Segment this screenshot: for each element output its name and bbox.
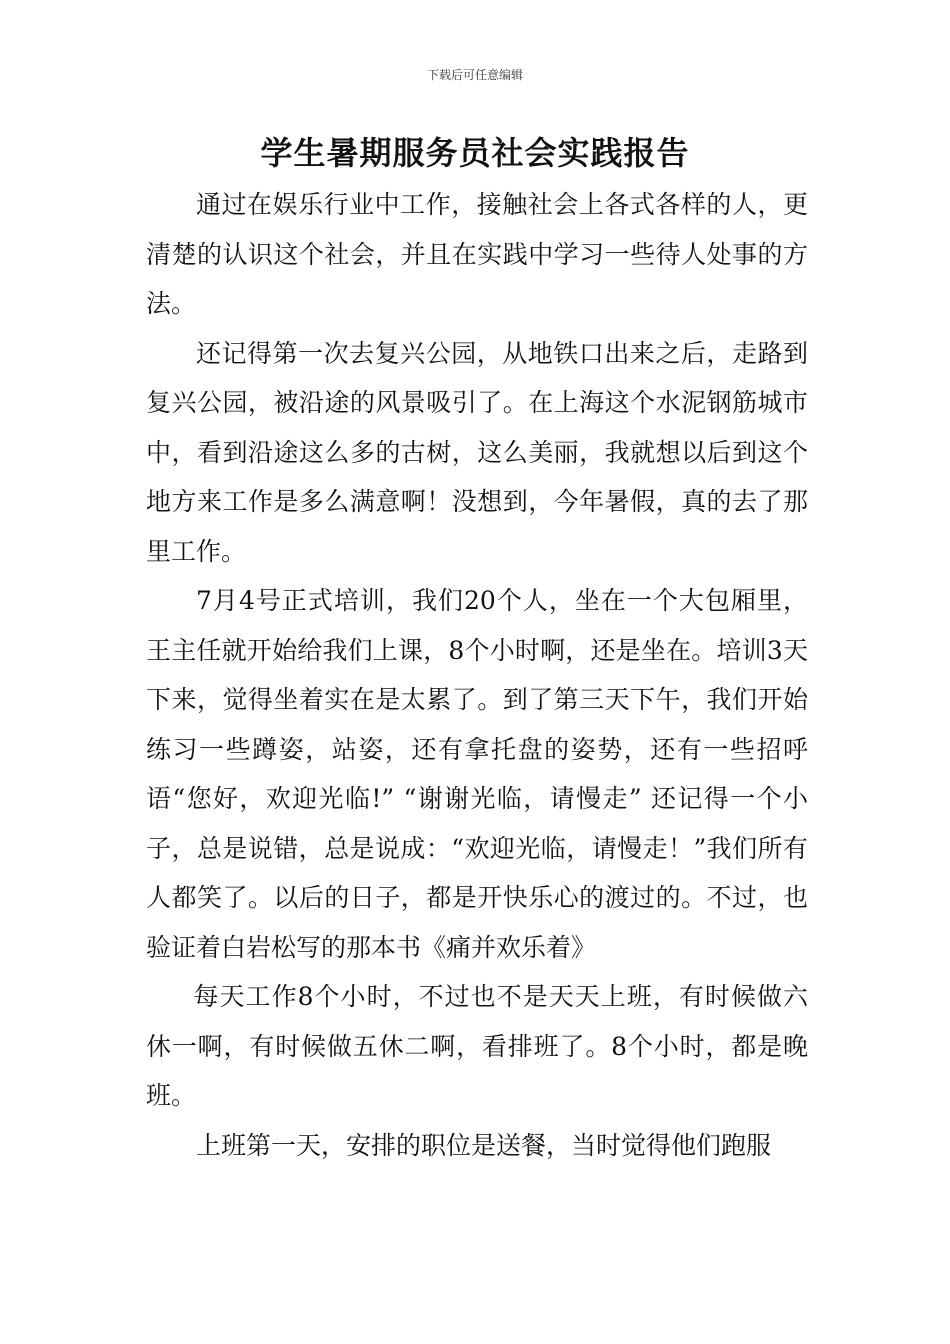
header-note: 下载后可任意编辑 — [426, 68, 523, 82]
document-title: 学生暑期服务员社会实践报告 — [260, 134, 690, 172]
paragraph-1: 通过在娱乐行业中工作，接触社会上各式各样的人，更清楚的认识这个社会，并且在实践中学习一些待人处事的方法。 — [146, 190, 808, 318]
paragraph-3: 7月4号正式培训，我们20个人，坐在一个大包厢里，王主任就开始给我们上课，8个小时啊，还是坐在。培训3天下来，觉得坐着实在是太累了。到了第三天下午，我们开始练习一些蹲姿，站姿，还有拿托盘的姿势，还有一些招呼语“您好，欢迎光临!” “谢谢光临，请慢走” 还记得一个小子，总是说错，总是说成：“欢迎光临，请慢走！”我们所有人都笑了。以后的日子，都是开快乐心的渡过的。不过，也验证着白岩松写的那本书《痛并欢乐着》 — [146, 586, 808, 962]
paragraph-2: 还记得第一次去复兴公园，从地铁口出来之后，走路到复兴公园，被沿途的风景吸引了。在上海这个水泥钢筋城市中，看到沿途这么多的古树，这么美丽，我就想以后到这个地方来工作是多么满意啊！没想到，今年暑假，真的去了那里工作。 — [146, 338, 808, 566]
document-body — [146, 180, 808, 1170]
paragraph-5: 上班第一天，安排的职位是送餐，当时觉得他们跑服 — [196, 1130, 772, 1160]
paragraph-4: 每天工作8个小时，不过也不是天天上班，有时候做六休一啊，有时候做五休二啊，看排班了。8个小时，都是晚班。 — [146, 982, 808, 1110]
